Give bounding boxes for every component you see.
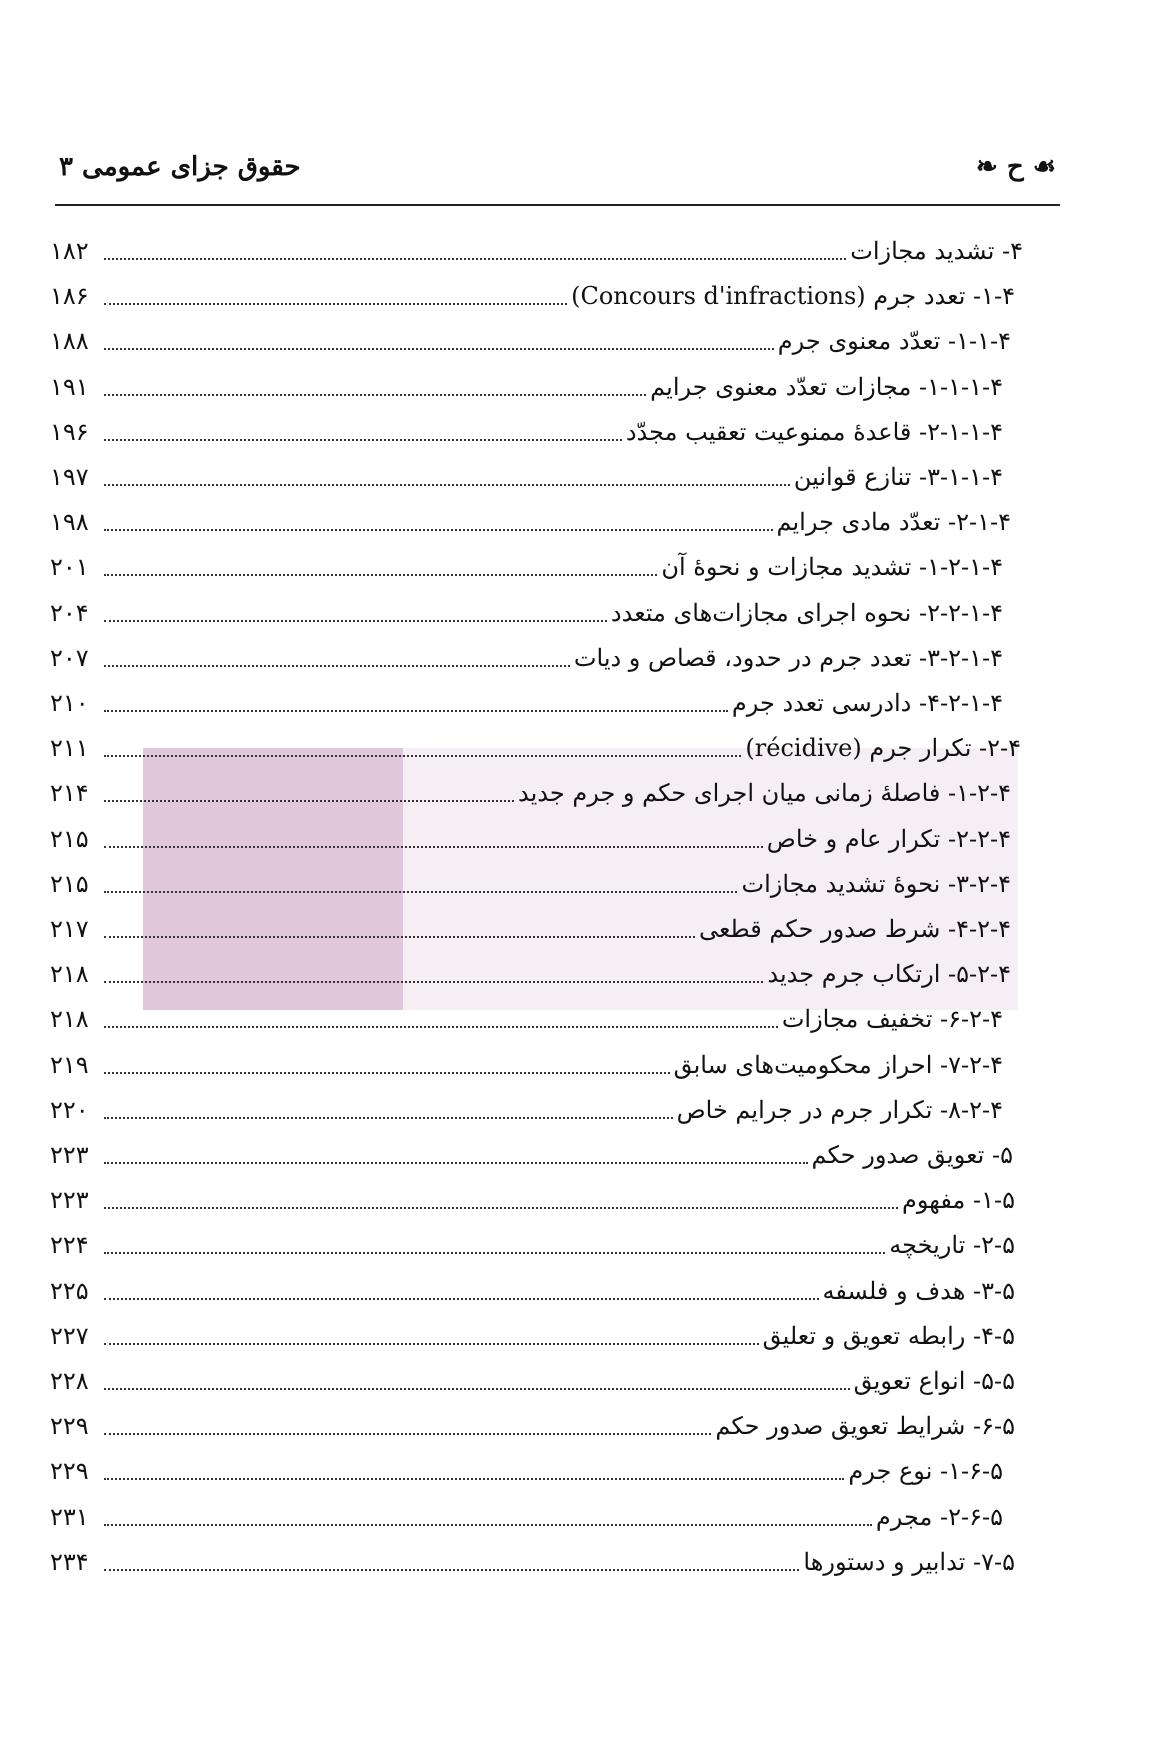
toc-entry-title: ۱-۲-۱-۴- تشدید مجازات و نحوهٔ آن (661, 553, 1003, 582)
toc-entry-page: ۲۱۷ (50, 915, 89, 943)
toc-entry-page: ۲۰۴ (50, 598, 89, 627)
toc-entry-page: ۱۹۸ (50, 508, 89, 537)
toc-entry-title: ۴-۵- رابطه تعویق و تعلیق (762, 1321, 1015, 1350)
toc-entry-title: ۷-۵- تدابیر و دستورها (803, 1547, 1015, 1576)
toc-entry-page: ۲۱۸ (50, 960, 89, 989)
dot-leader (104, 754, 741, 757)
dot-leader (104, 1251, 885, 1254)
dot-leader (104, 1071, 670, 1074)
toc-entry (50, 1042, 1003, 1082)
toc-entry (50, 1448, 1003, 1488)
toc-entry-page: ۲۲۴ (50, 1231, 89, 1260)
toc-entry (50, 590, 1003, 630)
toc-entry-title: ۶-۲-۴- تخفیف مجازات (781, 1005, 1003, 1034)
toc-entry-page: ۲۱۱ (50, 734, 89, 763)
toc-entry-title: ۱-۶-۵- نوع جرم (848, 1457, 1003, 1486)
toc-entry (50, 318, 1011, 358)
dot-leader (104, 1206, 898, 1209)
dot-leader (104, 709, 728, 712)
toc-entry-page: ۲۱۵ (50, 869, 89, 898)
toc-entry-page: ۲۳۴ (50, 1547, 89, 1576)
toc-entry-title: ۱-۵- مفهوم (902, 1186, 1015, 1215)
toc-entry (50, 816, 1011, 856)
dot-leader (104, 528, 773, 531)
toc-entry-page: ۲۰۱ (50, 553, 89, 582)
toc-entry-title: ۴- تشدید مجازات (850, 237, 1023, 265)
dot-leader (104, 845, 763, 848)
dot-leader (104, 438, 622, 441)
toc-entry-title: ۲-۱-۴- تعدّد مادی جرایم (776, 508, 1011, 537)
toc-entry-title: ۵-۵- انواع تعویق (853, 1367, 1015, 1395)
toc-entry-title: ۱-۱-۴- تعدّد معنوی جرم (777, 327, 1011, 356)
toc-entry-title: ۸-۲-۴- تکرار جرم در جرایم خاص (676, 1095, 1003, 1124)
page-label: ح (1006, 152, 1024, 182)
toc-entry (50, 996, 1003, 1036)
toc-entry (50, 951, 1011, 991)
dot-leader (104, 1523, 872, 1526)
toc-entry-page: ۲۱۴ (50, 779, 89, 808)
dot-leader (104, 890, 737, 893)
toc-entry-page: ۱۸۲ (50, 237, 89, 265)
toc-entry-page: ۲۲۸ (50, 1367, 89, 1395)
toc-entry (50, 1494, 1003, 1534)
toc-entry-page: ۲۱۹ (50, 1050, 89, 1079)
toc-entry-title: ۲-۲-۱-۴- نحوه اجرای مجازات‌های متعدد (610, 598, 1003, 627)
dot-leader (104, 1432, 711, 1435)
toc-entry-page: ۲۳۱ (50, 1502, 89, 1531)
dot-leader (104, 1342, 759, 1345)
dot-leader (104, 302, 567, 305)
dot-leader (104, 483, 790, 486)
toc-entry (50, 499, 1011, 539)
toc-entry-page: ۱۹۷ (50, 463, 89, 491)
toc-entry (50, 1358, 1015, 1398)
toc-entry (50, 1313, 1015, 1353)
toc-entry-title: ۲-۱-۱-۴- قاعدهٔ ممنوعیت تعقیب مجدّد (625, 417, 1003, 446)
toc-entry-page: ۱۸۶ (50, 282, 89, 311)
toc-entry-title: ۱-۴- تعدد جرم (Concours d'infractions) (571, 282, 1015, 311)
toc-entry-page: ۱۹۱ (50, 372, 89, 401)
toc-entry-title: ۱-۲-۴- فاصلهٔ زمانی میان اجرای حکم و جرم جدید (518, 779, 1011, 808)
toc-entry (50, 1403, 1015, 1443)
dot-leader (104, 1116, 673, 1119)
toc-entry (50, 1222, 1015, 1262)
toc-entry-title: ۴-۲-۴- شرط صدور حکم قطعی (698, 915, 1011, 943)
toc-entry-page: ۲۲۳ (50, 1186, 89, 1215)
dot-leader (104, 1568, 799, 1571)
dot-leader (104, 347, 774, 350)
toc-entry (50, 544, 1003, 584)
dot-leader (104, 1477, 844, 1480)
toc-entry-title: ۳-۱-۱-۴- تنازع قوانین (793, 463, 1003, 491)
toc-entry-page: ۲۱۵ (50, 824, 89, 853)
toc-entry-page: ۲۲۹ (50, 1457, 89, 1486)
toc-entry-page: ۲۱۰ (50, 689, 89, 717)
toc-entry-page: ۱۸۸ (50, 327, 89, 356)
toc-entry-title: ۳-۵- هدف و فلسفه (822, 1276, 1015, 1305)
dot-leader (104, 664, 570, 667)
dot-leader (104, 980, 763, 983)
toc-entry-page: ۲۲۰ (50, 1095, 89, 1124)
toc-entry-title: ۶-۵- شرایط تعویق صدور حکم (715, 1412, 1015, 1441)
dot-leader (104, 1161, 808, 1164)
toc-entry-page: ۲۰۷ (50, 643, 89, 672)
toc-entry-title: ۵- تعویق صدور حکم (811, 1141, 1013, 1169)
toc-entry-title: ۲-۶-۵- مجرم (875, 1502, 1003, 1531)
toc-entry (50, 770, 1011, 810)
toc-entry (50, 273, 1015, 313)
dot-leader (104, 1297, 819, 1300)
dot-leader (104, 935, 695, 938)
toc-entry-page: ۲۲۹ (50, 1412, 89, 1441)
ornament-icon: ❧ (975, 152, 998, 182)
toc-entry-title: ۳-۲-۱-۴- تعدد جرم در حدود، قصاص و دیات (573, 643, 1003, 672)
toc-entry (50, 1087, 1003, 1127)
toc-entry (50, 1132, 1013, 1172)
dot-leader (104, 1025, 778, 1028)
toc-entry (50, 680, 1003, 720)
toc-entry-page: ۲۲۳ (50, 1141, 89, 1169)
toc-entry-page: ۲۲۵ (50, 1276, 89, 1305)
toc-entry-title: ۲-۲-۴- تکرار عام و خاص (766, 824, 1011, 853)
dot-leader (104, 393, 646, 396)
toc-entry (50, 1268, 1015, 1308)
toc-entry (50, 906, 1011, 946)
toc-entry (50, 861, 1011, 901)
dot-leader (104, 1387, 850, 1390)
dot-leader (104, 619, 607, 622)
toc-entry (50, 635, 1003, 675)
toc-entry-title: ۲-۵- تاریخچه (889, 1231, 1015, 1260)
toc-entry-title: ۳-۲-۴- نحوهٔ تشدید مجازات (741, 869, 1011, 898)
toc-entry-title: ۱-۱-۱-۴- مجازات تعدّد معنوی جرایم (650, 372, 1003, 401)
toc-entry-page: ۲۲۷ (50, 1321, 89, 1350)
dot-leader (104, 799, 514, 802)
dot-leader (104, 257, 846, 260)
toc-entry (50, 228, 1023, 268)
ornament-icon: ☙ (1032, 152, 1056, 182)
toc-entry (50, 454, 1003, 494)
toc-entry (50, 1539, 1015, 1579)
toc-entry (50, 725, 1021, 765)
toc-entry-title: ۲-۴- تکرار جرم (récidive) (745, 734, 1021, 763)
toc-entry-title: ۴-۲-۱-۴- دادرسی تعدد جرم (731, 689, 1003, 717)
toc-entry-page: ۲۱۸ (50, 1005, 89, 1034)
toc-entry (50, 409, 1003, 449)
dot-leader (104, 573, 657, 576)
toc-entry-title: ۵-۲-۴- ارتکاب جرم جدید (767, 960, 1011, 989)
toc-entry-page: ۱۹۶ (50, 417, 89, 446)
toc-entry-title: ۷-۲-۴- احراز محکومیت‌های سابق (673, 1050, 1003, 1079)
toc-entry (50, 364, 1003, 404)
toc-entry (50, 1177, 1015, 1217)
book-title: حقوق جزای عمومی ۳ (59, 152, 301, 182)
